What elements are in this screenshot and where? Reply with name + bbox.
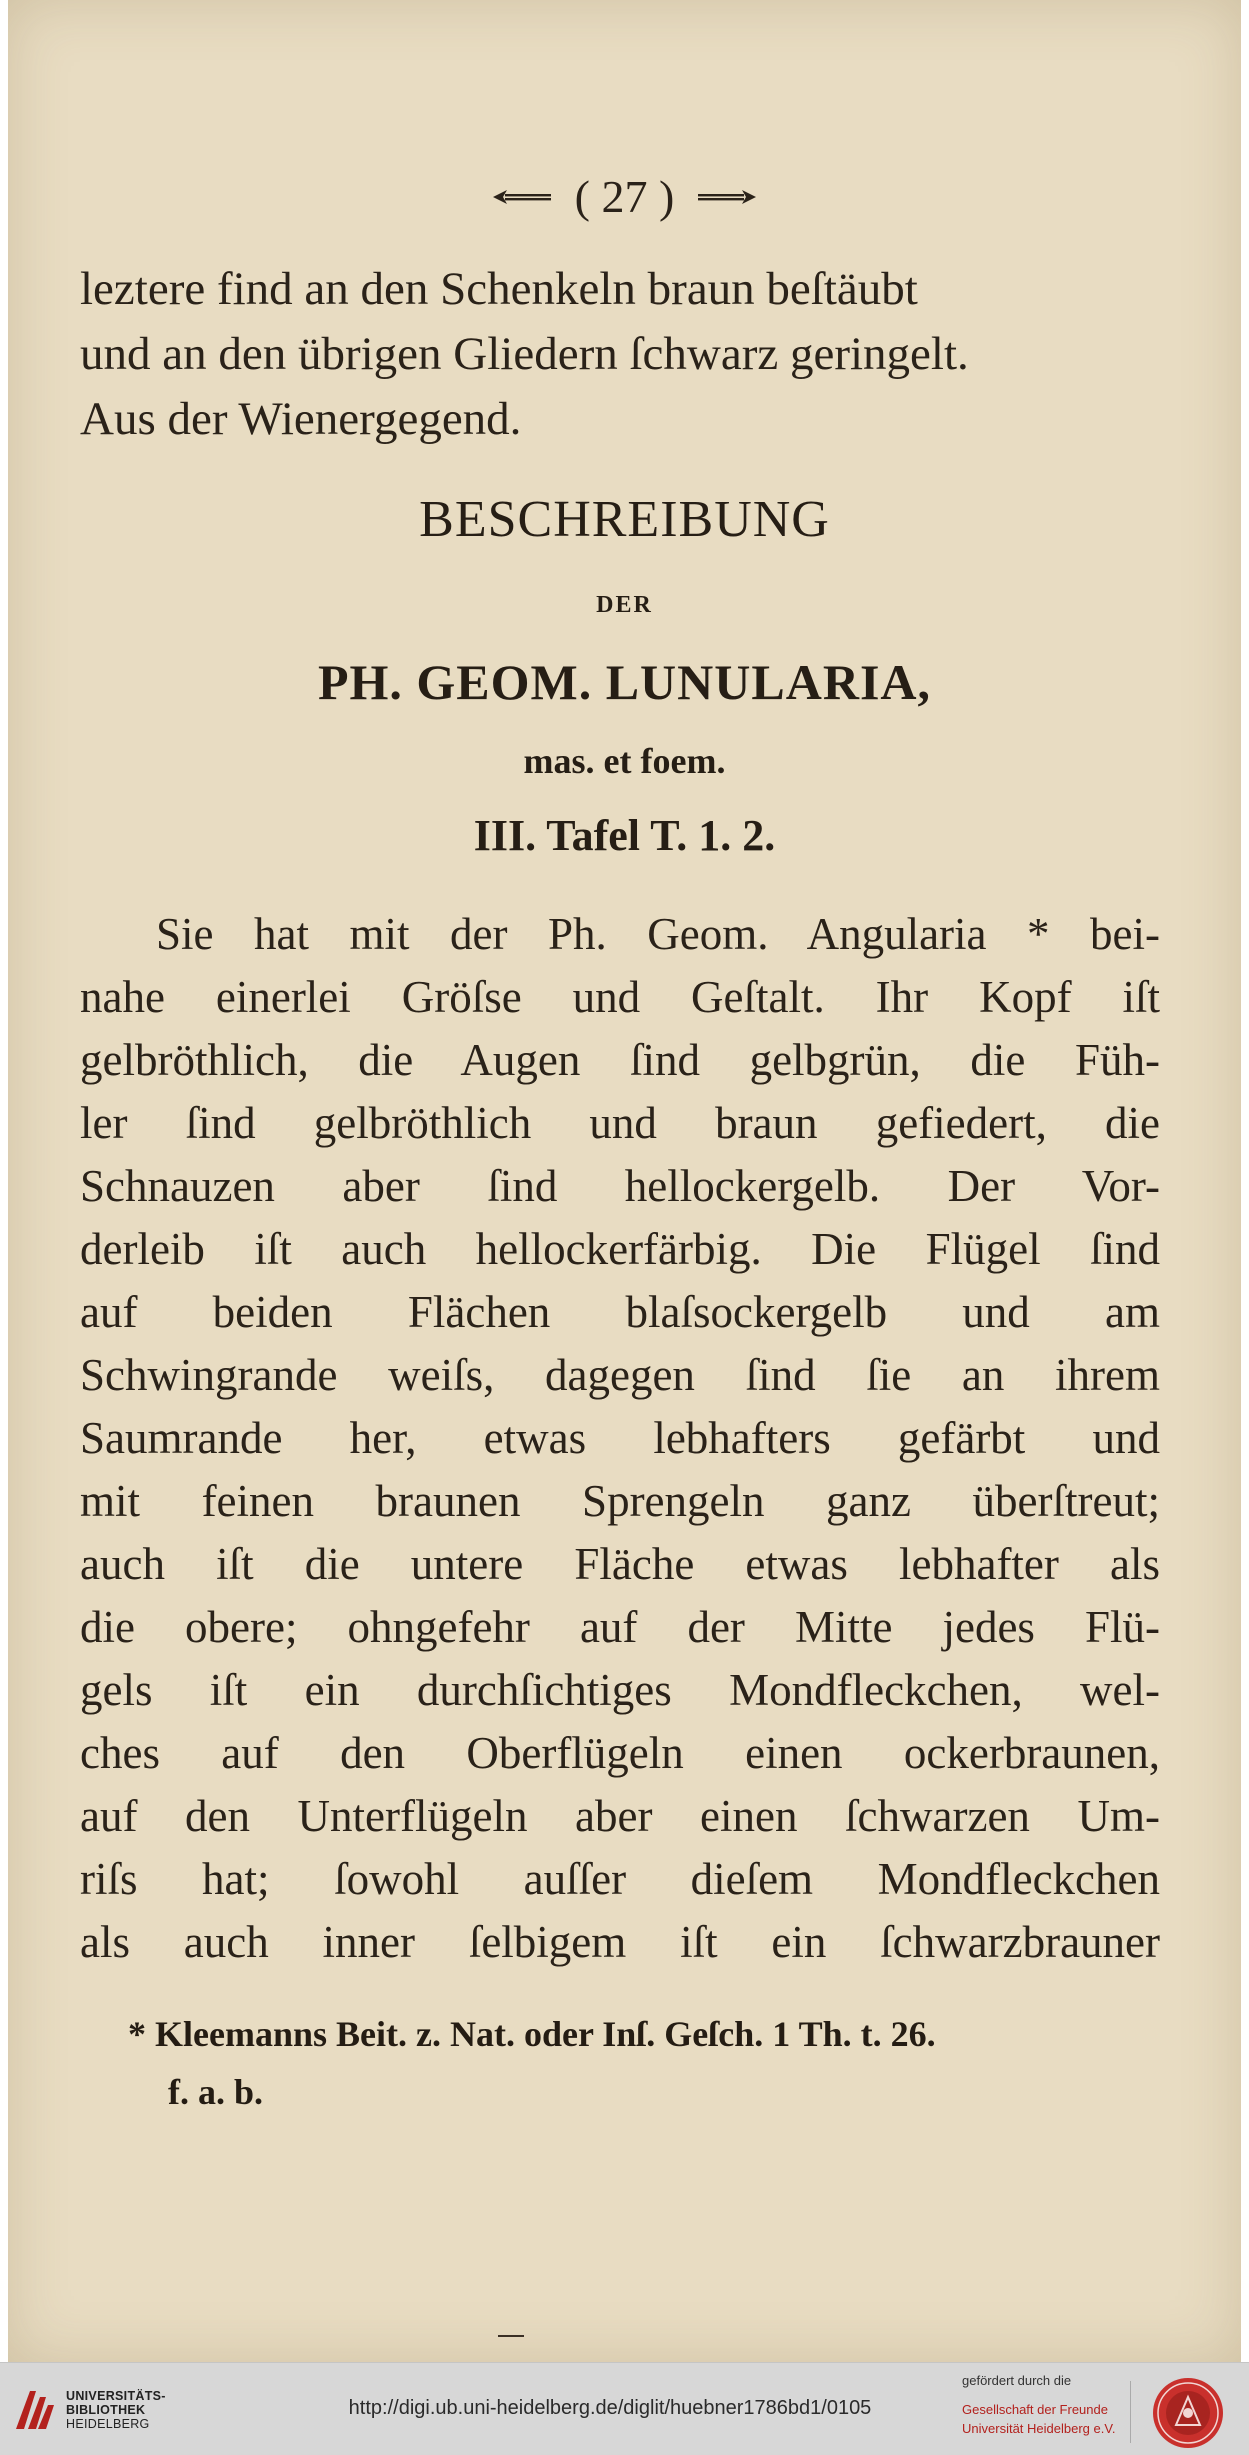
plate-reference: III. Tafel T. 1. 2. — [473, 811, 776, 860]
body-line-15: auf den Unterflügeln aber einen ſchwarzen Um- — [80, 1791, 1160, 1841]
permalink-url[interactable]: http://digi.ub.uni-heidelberg.de/diglit/huebner1786bd1/0105 — [348, 2397, 872, 2419]
body-line-9: Saumrande her, etwas lebhafters gefärbt und — [80, 1413, 1160, 1463]
body-line-12: die obere; ohngefehr auf der Mitte jedes Flü- — [80, 1602, 1160, 1652]
viewer-footer — [0, 2362, 1249, 2455]
body-line-13: gels iſt ein durchſichtiges Mondfleckchen, wel- — [80, 1665, 1160, 1715]
body-line-11: auch iſt die untere Fläche etwas lebhafter als — [80, 1539, 1160, 1589]
body-line-17: als auch inner ſelbigem iſt ein ſchwarzbrauner — [80, 1917, 1160, 1967]
footnote-line-1: * Kleemanns Beit. z. Nat. oder Inſ. Geſch. 1 Th. t. 26. — [128, 2014, 936, 2054]
left-ornament-icon — [491, 187, 553, 207]
section-subtitle: DER — [596, 592, 653, 618]
body-line-8: Schwingrande weiſs, dagegen ſind ſie an ihrem — [80, 1350, 1160, 1400]
body-line-5: Schnauzen aber ſind hellockergelb. Der Vor- — [80, 1161, 1160, 1211]
body-line-10: mit feinen braunen Sprengeln ganz überſtreut; — [80, 1476, 1160, 1526]
library-name: UNIVERSITÄTS- BIBLIOTHEK HEIDELBERG — [66, 2389, 166, 2431]
body-line-3: gelbröthlich, die Augen ſind gelbgrün, die Füh- — [80, 1035, 1160, 1085]
sex-line: mas. et foem. — [523, 741, 726, 781]
body-line-1: Sie hat mit der Ph. Geom. Angularia * bei- — [156, 909, 1160, 959]
body-line-6: derleib iſt auch hellockerfärbig. Die Flügel ſind — [80, 1224, 1160, 1274]
sponsor-info — [962, 2371, 1115, 2438]
university-library-logo-icon — [12, 2385, 58, 2435]
university-seal-icon — [1146, 2375, 1230, 2451]
sponsor-name-line-2: Universität Heidelberg e.V. — [962, 2421, 1116, 2436]
right-ornament-icon — [696, 187, 758, 207]
page-header — [8, 170, 1241, 223]
intro-line-1: leztere find an den Schenkeln braun beſtäubt — [80, 263, 918, 315]
body-line-7: auf beiden Flächen blaſsockergelb und am — [80, 1287, 1160, 1337]
intro-line-2: und an den übrigen Gliedern ſchwarz geringelt. — [80, 328, 969, 380]
body-line-4: ler ſind gelbröthlich und braun gefiedert, die — [80, 1098, 1160, 1148]
intro-line-3: Aus der Wienergegend. — [80, 393, 522, 445]
section-title: BESCHREIBUNG — [419, 491, 830, 548]
species-title: PH. GEOM. LUNULARIA, — [317, 654, 932, 710]
page-number: ( 27 ) — [574, 171, 675, 222]
scanned-page — [8, 0, 1241, 2362]
sponsor-name-line-1: Gesellschaft der Freunde — [962, 2402, 1108, 2417]
footer-separator — [1130, 2381, 1131, 2443]
page-bottom-mark — [498, 2335, 524, 2337]
sponsor-label: gefördert durch die — [962, 2373, 1072, 2388]
body-line-14: ches auf den Oberflügeln einen ockerbraunen, — [80, 1728, 1160, 1778]
body-line-2: nahe einerlei Gröſse und Geſtalt. Ihr Kopf iſt — [80, 972, 1160, 1022]
footnote-line-2: f. a. b. — [168, 2072, 264, 2112]
body-line-16: riſs hat; ſowohl auſſer dieſem Mondfleckchen — [80, 1854, 1160, 1904]
